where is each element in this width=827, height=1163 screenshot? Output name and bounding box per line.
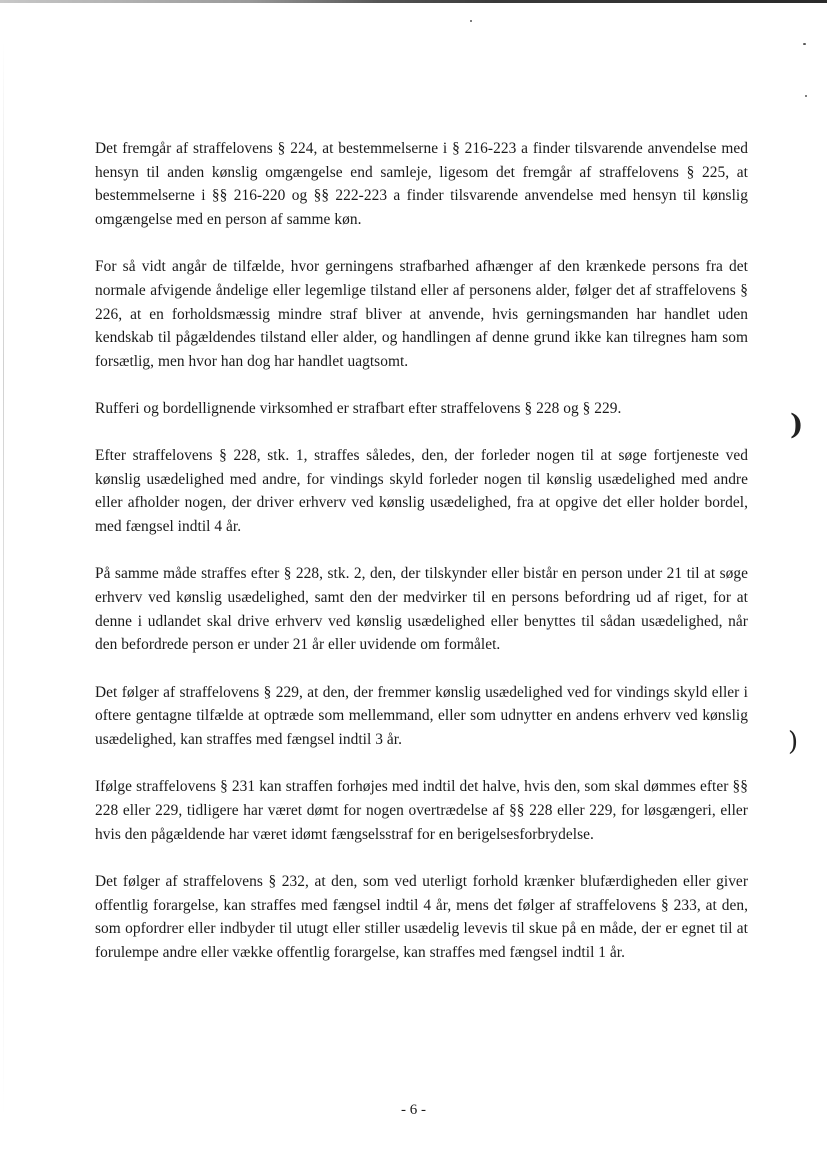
- paragraph-8: Det følger af straffelovens § 232, at den, som ved uterligt forhold krænker blufærdigheden eller giver offentlig forargelse, kan straffes med fængsel indtil 4 år, mens det følger af straffelovens § 233, at den, som opfordrer eller indbyder til utugt eller stiller usædelig levevis til skue på en måde, der er egnet til at forulempe andre eller vække offentlig forargelse, kan straffes med fængsel indtil 1 år.: [95, 873, 748, 962]
- paragraph-6: Det følger af straffelovens § 229, at den, der fremmer kønslig usædelighed ved for vindings skyld eller i oftere gentagne tilfælde at optræde som mellemmand, eller som udnytter en andens erhverv ved kønslig usædelighed, kan straffes med fængsel indtil 3 år.: [95, 683, 748, 748]
- scan-speck: [470, 20, 472, 22]
- page-number: - 6 -: [401, 1102, 426, 1118]
- scan-top-edge: [0, 0, 827, 3]
- scan-speck: [805, 95, 807, 97]
- scan-left-edge: [3, 40, 4, 1120]
- paragraph-1: Det fremgår af straffelovens § 224, at bestemmelserne i § 216-223 a finder tilsvarende anvendelse med hensyn til anden kønslig omgængelse end samleje, ligesom det fremgår af straffelovens § 225, at bestemmelserne i §§ 216-220 og §§ 222-223 a finder tilsvarende anvendelse med hensyn til kønslig omgængelse med en person af samme køn.: [95, 140, 748, 228]
- paragraph-7: Ifølge straffelovens § 231 kan straffen forhøjes med indtil det halve, hvis den, som skal dømmes efter §§ 228 eller 229, tidligere har været dømt for nogen overtrædelse af §§ 228 eller 229, for løsgængeri, eller hvis den pågældende har været idømt fængselsstraf for en berigelsesforbrydelse.: [95, 778, 748, 843]
- document-body: [95, 137, 748, 989]
- paragraph-2: For så vidt angår de tilfælde, hvor gerningens strafbarhed afhænger af den krænkede persons fra det normale afvigende åndelige eller legemlige tilstand eller af personens alder, følger det af straffelovens § 226, at en forholdsmæssig mindre straf bliver at anvende, hvis gerningsmanden har handlet uden kendskab til pågældendes tilstand eller alder, og handlingen af denne grund ikke kan tilregnes ham som forsætlig, men hvor han dog har handlet uagtsomt.: [95, 258, 748, 370]
- paragraph-4: Efter straffelovens § 228, stk. 1, straffes således, den, der forleder nogen til at søge fortjeneste ved kønslig usædelighed med andre, for vindings skyld forleder nogen til kønslig usædelighed med andre eller afholder nogen, der driver erhverv ved kønslig usædelighed, fra at opgive det eller holder bordel, med fængsel indtil 4 år.: [95, 446, 748, 535]
- scan-speck: [803, 43, 806, 45]
- margin-bracket-mark: ): [788, 727, 799, 757]
- margin-bracket-mark: ): [790, 408, 804, 441]
- paragraph-5: På samme måde straffes efter § 228, stk. 2, den, der tilskynder eller bistår en person under 21 til at søge erhverv ved kønslig usædelighed, samt den der medvirker til en persons befordring ud af riget, for at denne i udlandet skal drive erhverv ved kønslig usædelighed eller benyttes til sådan usædelighed, når den befordrede person er under 21 år eller uvidende om formålet.: [95, 565, 748, 654]
- paragraph-3: Rufferi og bordellignende virksomhed er strafbart efter straffelovens § 228 og § 229.: [95, 400, 622, 418]
